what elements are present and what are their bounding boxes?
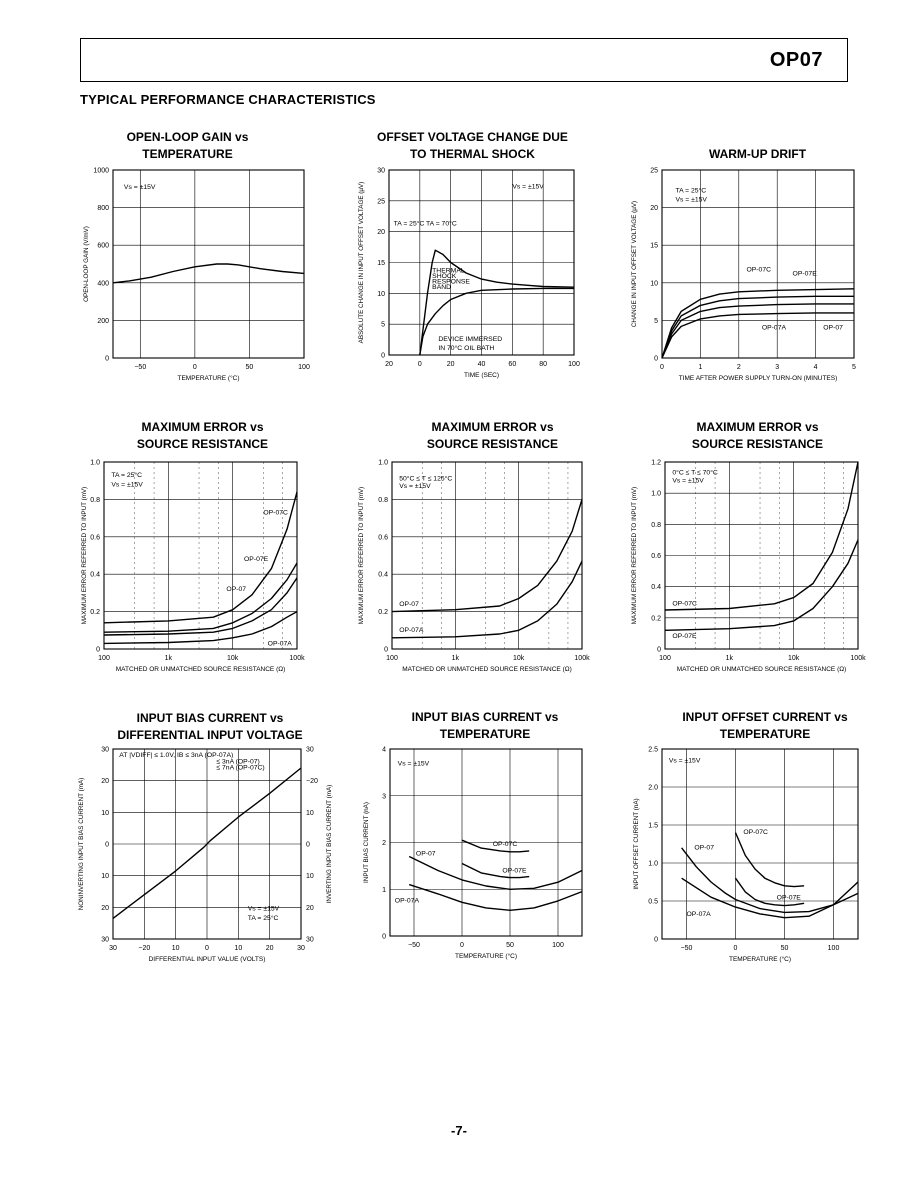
chart3-xtick-label-2: 10k [227, 655, 239, 662]
chart-max-error-3 [628, 456, 873, 678]
chart0-annotation-0: Vs = ±15V [123, 183, 156, 191]
chart8-ytick-label-5: 2.5 [648, 746, 658, 754]
chart7-xtick-label-3: 100 [552, 942, 564, 949]
chart3-series-op-07a [104, 612, 297, 644]
chart6-ytick-label-2: 10 [101, 809, 109, 817]
chart-title-max-error-1: MAXIMUM ERROR vs SOURCE RESISTANCE [136, 420, 269, 451]
chart6-xtick-label-1: −20 [138, 945, 151, 952]
chart2-annotation-2: OP-07C [746, 266, 772, 274]
chart5-ytick-label-5: 1.0 [651, 490, 661, 498]
chart7-ytick-label-0: 0 [382, 933, 386, 941]
chart5-ytick-label-0: 0 [657, 646, 661, 654]
chart-title-open-loop-gain: OPEN-LOOP GAIN vs TEMPERATURE [126, 130, 249, 161]
chart1-annotation-4: SHOCK [432, 272, 457, 280]
chart5-ytick-label-6: 1.2 [651, 459, 661, 467]
chart-title-max-error-2: MAXIMUM ERROR vs SOURCE RESISTANCE [426, 420, 559, 451]
chart8-xtick-label-2: 50 [780, 945, 789, 952]
chart1-ytick-label-0: 0 [381, 352, 385, 360]
chart2-ytick-label-4: 20 [650, 205, 658, 213]
chart6-xtick-label-3: 0 [205, 945, 209, 952]
chart-title-bias-vs-diff: INPUT BIAS CURRENT vs DIFFERENTIAL INPUT VOLTAGE [117, 711, 303, 742]
section-title: TYPICAL PERFORMANCE CHARACTERISTICS [80, 92, 376, 107]
chart7-ytick-label-2: 2 [382, 840, 386, 847]
chart7-annotation-2: OP-07 [415, 850, 436, 858]
chart-bias-vs-temp [360, 745, 590, 970]
chart-thermal-shock [355, 168, 595, 390]
chart6-xtick-label-5: 20 [265, 945, 274, 952]
chart8-ytick-label-0: 0 [654, 936, 658, 944]
chart6-annotation-1: ≤ 3nA (OP-07) [216, 758, 260, 766]
chart6-xtick-label-6: 30 [297, 945, 305, 952]
chart2-xtick-label-4: 4 [813, 364, 818, 371]
chart3-annotation-5: OP-07A [267, 640, 292, 648]
chart8-ytick-label-3: 1.5 [648, 822, 658, 830]
chart1-annotation-5: RESPONSE [432, 278, 470, 286]
chart4-ytick-label-1: 0.2 [378, 609, 388, 617]
chart3-annotation-3: OP-07E [243, 556, 269, 564]
chart0-xtick-label-0: −50 [134, 364, 147, 371]
chart1-ytick-label-2: 10 [377, 290, 385, 298]
chart7-ytick-label-1: 1 [382, 886, 386, 894]
chart6-y2tick-label-1: −20 [306, 778, 318, 786]
chart0-xtick-label-1: 0 [192, 364, 197, 371]
chart0-xtick-label-3: 100 [298, 364, 310, 371]
chart3-ytick-label-2: 0.4 [90, 571, 100, 579]
chart4-annotation-0: 50°C ≤ T ≤ 125°C [399, 475, 453, 483]
chart8-xtick-label-1: 0 [733, 945, 738, 952]
chart6-annotation-2: ≤ 7nA (OP-07C) [216, 764, 265, 772]
chart7-series-op-07 [409, 857, 582, 890]
chart2-series-op-07a [662, 313, 854, 358]
chart3-annotation-0: TA = 25°C [111, 471, 143, 479]
chart5-xtick-label-1: 1k [725, 655, 734, 662]
chart5-xlabel: MATCHED OR UNMATCHED SOURCE RESISTANCE (Ω) [676, 666, 847, 673]
chart5-xtick-label-3: 100k [850, 655, 866, 662]
page-number: -7- [451, 1123, 467, 1138]
chart-title-thermal-shock: OFFSET VOLTAGE CHANGE DUE TO THERMAL SHOCK [377, 130, 568, 161]
chart-warm-up-drift [628, 168, 873, 390]
chart3-ytick-label-5: 1.0 [90, 459, 100, 467]
chart4-annotation-3: OP-07A [399, 627, 424, 635]
chart6-ytick-label-6: 30 [101, 936, 109, 944]
chart1-xtick-label-5: 80 [539, 361, 548, 368]
chart6-ytick-label-4: 10 [101, 873, 109, 881]
chart6-annotation-4: TA = 25°C [247, 915, 279, 922]
chart6-annotation-3: Vs = ±15V [247, 905, 280, 913]
chart6-y2tick-label-3: 0 [306, 841, 310, 849]
chart1-annotation-0: Vs = ±15V [512, 183, 544, 191]
chart5-series-op-07e [665, 540, 858, 630]
chart6-ytick-label-5: 20 [101, 904, 109, 912]
chart0-series-series [113, 264, 304, 283]
chart3-ytick-label-4: 0.8 [90, 496, 100, 504]
chart0-ytick-label-2: 400 [97, 280, 109, 288]
chart4-ytick-label-2: 0.4 [378, 571, 388, 579]
chart8-ytick-label-1: 0.5 [648, 898, 658, 906]
chart1-ytick-label-3: 15 [377, 260, 385, 267]
chart-bias-vs-diff [75, 745, 337, 970]
chart6-xtick-label-4: 10 [234, 945, 243, 952]
chart1-annotation-1: TA = 25°C [393, 220, 425, 228]
chart7-ylabel: INPUT BIAS CURRENT (nA) [363, 802, 370, 883]
chart3-ytick-label-1: 0.2 [90, 609, 100, 617]
chart3-ytick-label-0: 0 [96, 646, 100, 654]
chart5-xtick-label-2: 10k [788, 655, 800, 662]
chart0-plot-frame [113, 170, 304, 358]
chart3-xtick-label-3: 100k [289, 655, 305, 662]
chart5-ytick-label-4: 0.8 [651, 521, 661, 529]
chart1-annotation-6: BAND [432, 284, 452, 292]
chart7-ytick-label-4: 4 [382, 746, 386, 754]
chart4-xlabel: MATCHED OR UNMATCHED SOURCE RESISTANCE (Ω) [402, 666, 572, 673]
chart8-ytick-label-2: 1.0 [648, 860, 658, 868]
chart4-series-op-07 [392, 499, 582, 611]
chart0-ylabel: OPEN-LOOP GAIN (V/mV) [83, 226, 90, 302]
chart6-y2tick-label-6: 30 [306, 936, 314, 944]
chart5-ytick-label-3: 0.6 [651, 553, 661, 560]
chart6-y2tick-label-4: 10 [306, 873, 314, 881]
chart7-annotation-1: OP-07C [492, 841, 518, 849]
chart-title-offset-current: INPUT OFFSET CURRENT vs TEMPERATURE [682, 710, 848, 741]
chart1-ytick-label-6: 30 [377, 167, 385, 175]
chart8-annotation-4: OP-07A [686, 911, 711, 919]
chart3-xlabel: MATCHED OR UNMATCHED SOURCE RESISTANCE (Ω) [115, 666, 286, 673]
chart0-xtick-label-2: 50 [245, 364, 254, 371]
chart8-xtick-label-0: −50 [680, 945, 693, 952]
chart2-ylabel: CHANGE IN INPUT OFFSET VOLTAGE (µV) [631, 200, 638, 328]
chart7-annotation-3: OP-07E [502, 867, 527, 875]
chart8-series-op-07e [736, 878, 805, 905]
chart2-xlabel: TIME AFTER POWER SUPPLY TURN-ON (MINUTES) [678, 375, 838, 382]
chart6-ytick-label-0: 30 [101, 746, 109, 754]
chart8-xtick-label-3: 100 [827, 945, 840, 952]
chart2-xtick-label-0: 0 [660, 364, 664, 371]
chart6-y2tick-label-2: 10 [306, 809, 314, 817]
chart1-xlabel: TIME (SEC) [463, 372, 500, 379]
chart1-ylabel: ABSOLUTE CHANGE IN INPUT OFFSET VOLTAGE (µV) [358, 181, 365, 344]
chart1-ytick-label-1: 5 [381, 321, 385, 329]
chart2-ytick-label-0: 0 [654, 355, 658, 363]
chart2-xtick-label-5: 5 [852, 364, 856, 371]
chart0-ytick-label-1: 200 [97, 317, 109, 325]
chart8-ytick-label-4: 2.0 [648, 784, 658, 792]
chart-max-error-2 [355, 456, 600, 678]
chart8-annotation-2: OP-07 [694, 844, 714, 852]
chart1-xtick-label-6: 100 [568, 361, 580, 368]
chart0-ytick-label-5: 1000 [93, 167, 109, 175]
chart-title-max-error-3: MAXIMUM ERROR vs SOURCE RESISTANCE [691, 420, 824, 451]
chart7-annotation-4: OP-07A [394, 897, 419, 905]
chart5-annotation-1: Vs = ±15V [672, 477, 704, 485]
header-box [80, 38, 848, 82]
chart4-annotation-2: OP-07 [399, 600, 419, 608]
chart0-ytick-label-0: 0 [105, 355, 109, 363]
chart6-xlabel: DIFFERENTIAL INPUT VALUE (VOLTS) [148, 956, 266, 963]
chart3-annotation-1: Vs = ±15V [111, 481, 143, 489]
chart2-ytick-label-5: 25 [650, 167, 658, 175]
chart5-annotation-2: OP-07C [672, 600, 697, 608]
chart7-xtick-label-1: 0 [460, 942, 464, 949]
chart6-xtick-label-0: 30 [109, 945, 117, 952]
chart-offset-current [630, 745, 872, 970]
chart2-annotation-1: Vs = ±15V [675, 196, 707, 204]
chart5-xtick-label-0: 100 [659, 655, 671, 662]
chart3-ylabel: MAXIMUM ERROR REFERRED TO INPUT (mV) [81, 486, 88, 625]
chart1-xtick-label-4: 60 [508, 361, 517, 368]
chart2-xtick-label-2: 2 [736, 364, 741, 371]
chart7-xtick-label-2: 50 [506, 942, 514, 949]
chart4-ytick-label-4: 0.8 [378, 496, 388, 504]
chart1-annotation-2: TA = 70°C [426, 220, 457, 228]
chart4-xtick-label-1: 1k [451, 655, 460, 662]
chart-open-loop-gain [80, 168, 320, 390]
chart1-ytick-label-4: 20 [377, 229, 385, 237]
chart1-ytick-label-5: 25 [377, 198, 385, 206]
chart6-ylabel: NONINVERTING INPUT BIAS CURRENT (mA) [78, 777, 85, 911]
chart2-annotation-0: TA = 25°C [675, 187, 707, 195]
chart8-annotation-0: Vs = ±15V [668, 757, 701, 765]
chart1-annotation-7: DEVICE IMMERSED [438, 335, 503, 343]
chart0-ytick-label-4: 800 [97, 205, 109, 213]
chart4-ylabel: MAXIMUM ERROR REFERRED TO INPUT (mV) [358, 486, 365, 625]
chart7-xlabel: TEMPERATURE (°C) [454, 953, 518, 960]
chart7-xtick-label-0: −50 [408, 942, 420, 949]
chart6-y2tick-label-0: 30 [306, 746, 314, 754]
chart3-annotation-2: OP-07C [263, 509, 288, 517]
chart5-ytick-label-2: 0.4 [651, 584, 661, 592]
chart3-series-op-07 [104, 578, 297, 635]
chart5-annotation-3: OP-07E [672, 633, 697, 641]
chart1-xtick-label-1: 0 [417, 361, 422, 368]
chart1-xtick-label-3: 40 [477, 361, 486, 368]
chart1-annotation-8: IN 70°C OIL BATH [438, 345, 495, 353]
chart5-annotation-0: 0°C ≤ T ≤ 70°C [672, 469, 718, 477]
chart8-xlabel: TEMPERATURE (°C) [728, 956, 792, 963]
chart3-xtick-label-1: 1k [164, 655, 173, 662]
chart1-xtick-label-2: 20 [446, 361, 455, 368]
chart6-annotation-0: AT |VDIFF| ≤ 1.0V, IB ≤ 3nA (OP-07A) [119, 751, 234, 759]
chart7-annotation-0: Vs = ±15V [397, 760, 430, 768]
chart-max-error-1 [78, 456, 323, 678]
chart1-xtick-label-0: 20 [385, 361, 393, 368]
chart6-y2tick-label-5: 20 [306, 904, 314, 912]
chart4-xtick-label-0: 100 [386, 655, 398, 662]
chart4-ytick-label-3: 0.6 [378, 534, 388, 542]
chart5-ylabel: MAXIMUM ERROR REFERRED TO INPUT (mV) [631, 486, 638, 625]
chart6-ytick-label-1: 20 [101, 778, 109, 786]
chart8-annotation-3: OP-07E [776, 894, 801, 902]
chart5-ytick-label-1: 0.2 [651, 615, 661, 623]
chart3-xtick-label-0: 100 [98, 655, 110, 662]
chart8-ylabel: INPUT OFFSET CURRENT (nA) [633, 798, 640, 890]
chart6-ytick-label-3: 0 [105, 841, 109, 849]
chart2-annotation-4: OP-07A [761, 324, 787, 332]
chart0-ytick-label-3: 600 [97, 242, 109, 250]
chart2-annotation-5: OP-07 [823, 324, 843, 332]
chart-title-warm-up-drift: WARM-UP DRIFT [708, 147, 807, 161]
chart8-series-op-07c [736, 833, 805, 887]
chart4-ytick-label-0: 0 [384, 646, 388, 654]
chart4-annotation-1: Vs = ±15V [399, 483, 431, 491]
chart3-ytick-label-3: 0.6 [90, 534, 100, 542]
part-id: OP07 [769, 49, 823, 71]
chart2-annotation-3: OP-07E [792, 270, 817, 278]
chart2-xtick-label-3: 3 [775, 364, 780, 371]
chart3-annotation-4: OP-07 [226, 586, 247, 594]
chart7-ytick-label-3: 3 [382, 793, 386, 801]
chart4-ytick-label-5: 1.0 [378, 459, 388, 467]
chart6-xtick-label-2: 10 [171, 945, 180, 952]
chart2-ytick-label-1: 5 [654, 317, 658, 325]
chart8-annotation-1: OP-07C [743, 829, 768, 837]
chart4-xtick-label-3: 100k [574, 655, 590, 662]
chart1-annotation-3: THERMAL [432, 267, 465, 275]
chart6-y2label: INVERTING INPUT BIAS CURRENT (mA) [326, 784, 333, 904]
chart4-xtick-label-2: 10k [513, 655, 525, 662]
chart-title-bias-vs-temp: INPUT BIAS CURRENT vs TEMPERATURE [411, 710, 559, 741]
chart7-series-op-07a [409, 885, 582, 911]
chart2-ytick-label-3: 15 [650, 242, 658, 250]
chart0-xlabel: TEMPERATURE (°C) [177, 375, 240, 382]
chart2-xtick-label-1: 1 [698, 364, 703, 371]
chart2-ytick-label-2: 10 [650, 280, 658, 288]
